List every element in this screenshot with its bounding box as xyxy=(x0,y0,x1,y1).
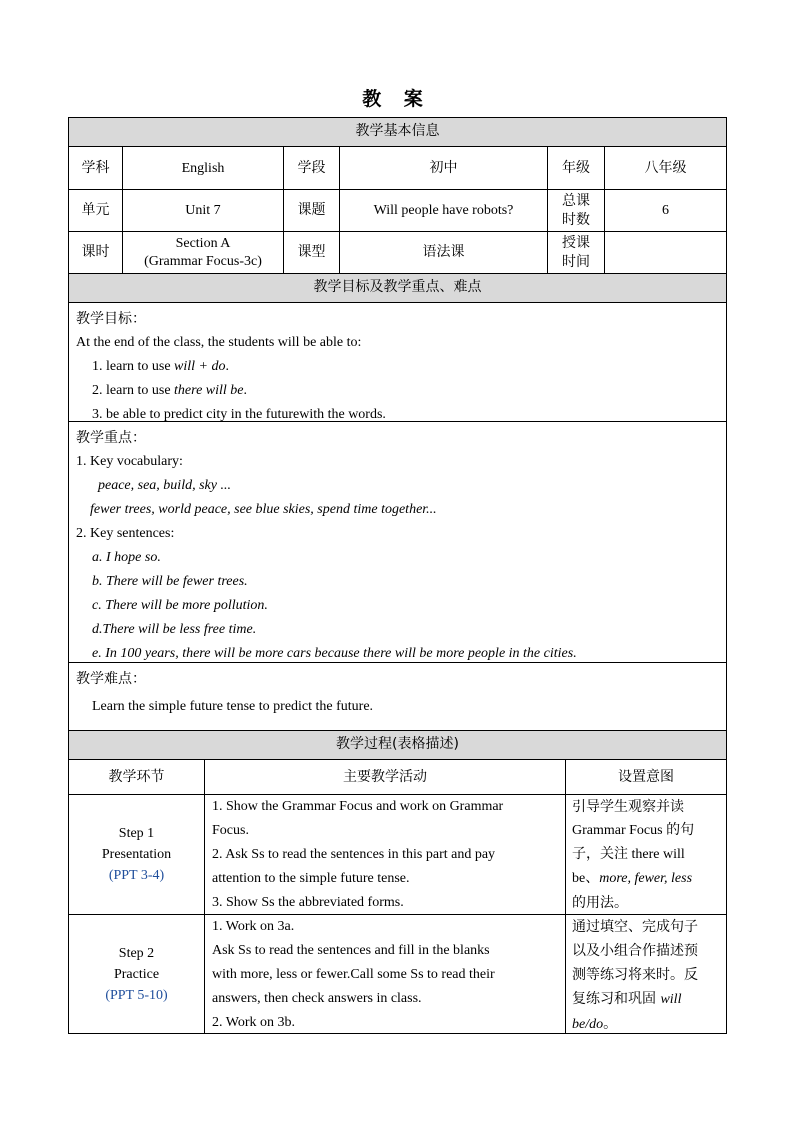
key-sentence-e: e. In 100 years, there will be more cars because there will be more people in the cities. xyxy=(92,646,577,661)
step1-activity-line2: Focus. xyxy=(212,823,249,838)
key-sentence-b: b. There will be fewer trees. xyxy=(92,574,248,589)
teaching-goals-label: 教学目标： xyxy=(76,311,146,327)
difficulty-block xyxy=(68,662,727,731)
goal-item-3: 3. be able to predict city in the futurewith the words. xyxy=(92,407,386,422)
step2-activity-line5: 2. Work on 3b. xyxy=(212,1015,296,1030)
subject-label: 学科 xyxy=(68,146,123,190)
goal-item-2 xyxy=(76,379,719,403)
key-points-block xyxy=(68,421,727,663)
process-header: 教学过程(表格描述) xyxy=(68,730,727,760)
period-value-line1: Section A xyxy=(175,235,231,251)
col-activity-header: 主要教学活动 xyxy=(204,759,566,795)
step2-intent-line5-post: 。 xyxy=(603,1016,618,1032)
key-sentences-title: 2. Key sentences: xyxy=(76,526,175,541)
step2-intent-line2: 以及小组合作描述预 xyxy=(572,943,698,959)
difficulty-label: 教学难点： xyxy=(76,671,146,687)
type-value: 语法课 xyxy=(339,231,548,274)
class-time-label-line2: 时间 xyxy=(562,253,590,270)
step2-name: Step 2 xyxy=(118,945,155,961)
step2-intent-line5 xyxy=(572,1012,720,1037)
key-vocab-line2: fewer trees, world peace, see blue skies, spend time together... xyxy=(90,502,437,517)
step2-intent-line3: 测等练习将来时。反 xyxy=(572,967,698,983)
step1-activity-line5: 3. Show Ss the abbreviated forms. xyxy=(212,895,404,910)
step2-intent-cell xyxy=(565,914,727,1034)
step2-intent-line5-italic: be/do xyxy=(572,1017,604,1032)
step1-intent-line5: 的用法。 xyxy=(572,895,628,911)
total-hours-label-line2: 时数 xyxy=(562,211,590,228)
class-time-label-line1: 授课 xyxy=(562,234,590,251)
step1-name: Step 1 xyxy=(118,826,155,841)
step2-activity-line3: with more, less or fewer.Call some Ss to read their xyxy=(212,967,495,982)
col-intent-header: 设置意图 xyxy=(565,759,727,795)
step1-intent-line2: Grammar Focus 的句 xyxy=(572,823,695,838)
step1-phase: Presentation xyxy=(101,847,172,862)
step1-intent-line1: 引导学生观察并读 xyxy=(572,799,684,815)
key-vocab-title: 1. Key vocabulary: xyxy=(76,454,183,469)
document-title: 教 案 xyxy=(362,88,431,110)
basic-info-header: 教学基本信息 xyxy=(68,117,727,147)
total-hours-label-line1: 总课 xyxy=(562,192,590,209)
goal-item-1 xyxy=(76,355,719,379)
period-label: 课时 xyxy=(68,231,123,274)
unit-value: Unit 7 xyxy=(122,189,284,232)
class-time-label xyxy=(547,231,605,274)
step1-activity-line3: 2. Ask Ss to read the sentences in this part and pay xyxy=(212,847,496,862)
step1-intent-line4 xyxy=(572,867,720,891)
goal-item-1-italic: will + do xyxy=(174,359,226,374)
grade-label: 年级 xyxy=(547,146,605,190)
step1-intent-cell xyxy=(565,794,727,915)
step1-activity-cell xyxy=(204,794,566,915)
subject-value: English xyxy=(122,146,284,190)
topic-label: 课题 xyxy=(283,189,340,232)
step1-activity-line1: 1. Show the Grammar Focus and work on Grammar xyxy=(212,799,504,814)
step1-intent-line4-pre: be、 xyxy=(572,871,600,886)
teaching-goals-block xyxy=(68,302,727,422)
difficulty-text: Learn the simple future tense to predict the future. xyxy=(92,699,374,714)
step1-intent-line3: 子，关注 there will xyxy=(572,847,685,862)
step2-phase: Practice xyxy=(113,966,160,982)
class-time-value xyxy=(604,231,727,274)
step2-activity-line4: answers, then check answers in class. xyxy=(212,991,422,1006)
col-stage-header: 教学环节 xyxy=(68,759,205,795)
grade-value: 八年级 xyxy=(604,146,727,190)
step2-activity-line1: 1. Work on 3a. xyxy=(212,919,295,934)
key-points-label: 教学重点： xyxy=(76,430,146,446)
step1-stage-cell xyxy=(68,794,205,915)
step2-intent-line1: 通过填空、完成句子 xyxy=(572,919,698,935)
step2-stage-cell xyxy=(68,914,205,1034)
key-sentence-a: a. I hope so. xyxy=(92,550,161,565)
step1-ppt: (PPT 3-4) xyxy=(108,868,165,883)
step2-intent-line4 xyxy=(572,987,720,1012)
period-value-line2: (Grammar Focus-3c) xyxy=(144,253,262,269)
goal-item-2-italic: there will be xyxy=(174,383,244,398)
key-sentence-c: c. There will be more pollution. xyxy=(92,598,268,613)
goal-item-1-post: . xyxy=(225,359,229,374)
step2-activity-cell xyxy=(204,914,566,1034)
goal-item-1-pre: 1. learn to use xyxy=(92,359,175,374)
step2-intent-line4-italic: will xyxy=(660,992,682,1007)
unit-label: 单元 xyxy=(68,189,123,232)
stage-value: 初中 xyxy=(339,146,548,190)
period-value xyxy=(122,231,284,274)
total-hours-label xyxy=(547,189,605,232)
step2-ppt: (PPT 5-10) xyxy=(105,987,168,1003)
step2-activity-line2: Ask Ss to read the sentences and fill in the blanks xyxy=(212,943,490,958)
teaching-goals-intro: At the end of the class, the students will be able to: xyxy=(76,335,362,350)
goal-item-2-pre: 2. learn to use xyxy=(92,383,175,398)
goals-header: 教学目标及教学重点、难点 xyxy=(68,273,727,303)
key-vocab-line1: peace, sea, build, sky ... xyxy=(98,478,231,493)
step2-intent-line4-pre: 复练习和巩固 xyxy=(572,991,661,1007)
step1-activity-line4: attention to the simple future tense. xyxy=(212,871,410,886)
goal-item-2-post: . xyxy=(243,383,247,398)
key-sentence-d: d.There will be less free time. xyxy=(92,622,257,637)
type-label: 课型 xyxy=(283,231,340,274)
topic-value: Will people have robots? xyxy=(339,189,548,232)
step1-intent-line4-italic: more, fewer, less xyxy=(599,871,693,886)
total-hours-value: 6 xyxy=(604,189,727,232)
stage-label: 学段 xyxy=(283,146,340,190)
